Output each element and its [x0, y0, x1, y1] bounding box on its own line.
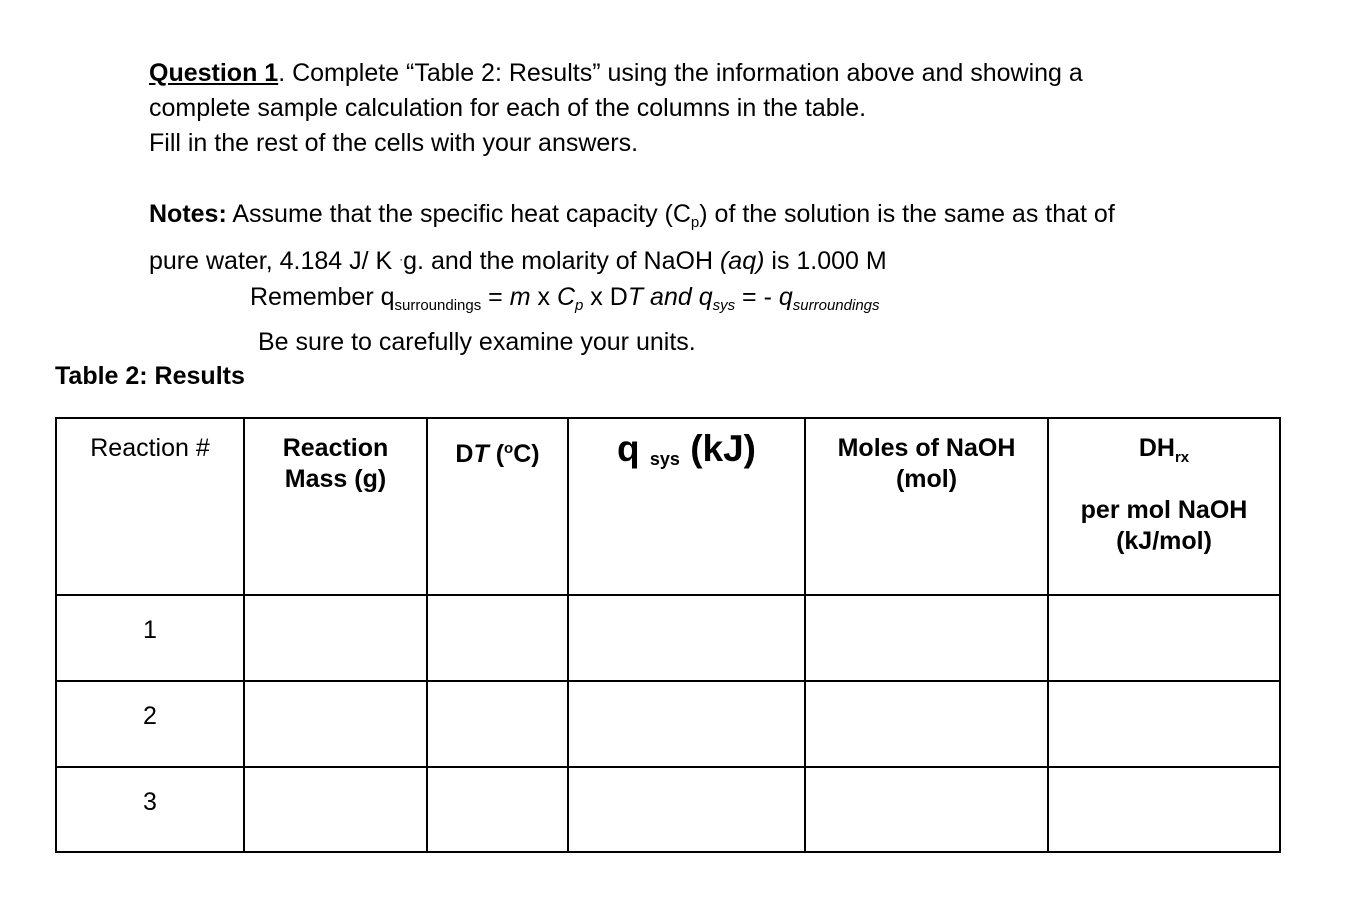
- table-row: [56, 681, 1280, 767]
- header-moles-naoh: Moles of NaOH (mol): [805, 418, 1048, 595]
- row-number: 2: [56, 681, 244, 767]
- header-reaction-mass: Reaction Mass (g): [244, 418, 427, 595]
- table-header-row: [56, 418, 1280, 595]
- row-number: 1: [56, 595, 244, 681]
- question-line-1: Question 1. Complete “Table 2: Results” using the information above and showing a: [149, 59, 1083, 87]
- cell-moles-naoh[interactable]: [805, 595, 1048, 681]
- row-number: 3: [56, 767, 244, 852]
- question-line-3: Fill in the rest of the cells with your answers.: [149, 129, 639, 157]
- cell-delta-h[interactable]: [1048, 595, 1280, 681]
- question-block: [149, 56, 1299, 161]
- cell-q-sys[interactable]: [568, 681, 805, 767]
- notes-line-1: Notes: Assume that the specific heat capacity $(C_p)$ of the solution is the same as that of: [149, 200, 1115, 231]
- table-title: Table 2: Results: [55, 362, 245, 390]
- cell-moles-naoh[interactable]: [805, 681, 1048, 767]
- cell-reaction-mass[interactable]: [244, 767, 427, 852]
- notes-label: Notes:: [149, 200, 227, 228]
- notes-block: [149, 196, 1329, 360]
- cell-reaction-mass[interactable]: [244, 595, 427, 681]
- cell-delta-t[interactable]: [427, 681, 568, 767]
- cell-moles-naoh[interactable]: [805, 767, 1048, 852]
- cell-q-sys[interactable]: [568, 767, 805, 852]
- question-label: Question 1: [149, 59, 279, 87]
- notes-remember-formula: Remember $q_{surroundings} = m$ x $C_p$ x DT and $q_{sys}$ = - $q_{surroundings}$: [250, 283, 880, 314]
- cell-delta-h[interactable]: [1048, 767, 1280, 852]
- cell-reaction-mass[interactable]: [244, 681, 427, 767]
- table-row: [56, 767, 1280, 852]
- table-row: [56, 595, 1280, 681]
- header-reaction-number: Reaction #: [56, 418, 244, 595]
- results-table: [55, 417, 1281, 853]
- cell-delta-h[interactable]: [1048, 681, 1280, 767]
- header-delta-h: $DH_{rx}$ per mol NaOH (kJ/mol): [1048, 418, 1280, 595]
- cell-delta-t[interactable]: [427, 767, 568, 852]
- cell-delta-t[interactable]: [427, 595, 568, 681]
- question-line-2: complete sample calculation for each of the columns in the table.: [149, 94, 867, 122]
- notes-line-2: pure water, 4.184 J/ K ·g. and the molarity of NaOH (aq) is 1.000 M: [149, 247, 887, 275]
- header-delta-t: DT ($^o$C): [427, 418, 568, 595]
- header-q-sys: q sys (kJ): [568, 418, 805, 595]
- notes-units-reminder: Be sure to carefully examine your units.: [258, 328, 696, 356]
- cell-q-sys[interactable]: [568, 595, 805, 681]
